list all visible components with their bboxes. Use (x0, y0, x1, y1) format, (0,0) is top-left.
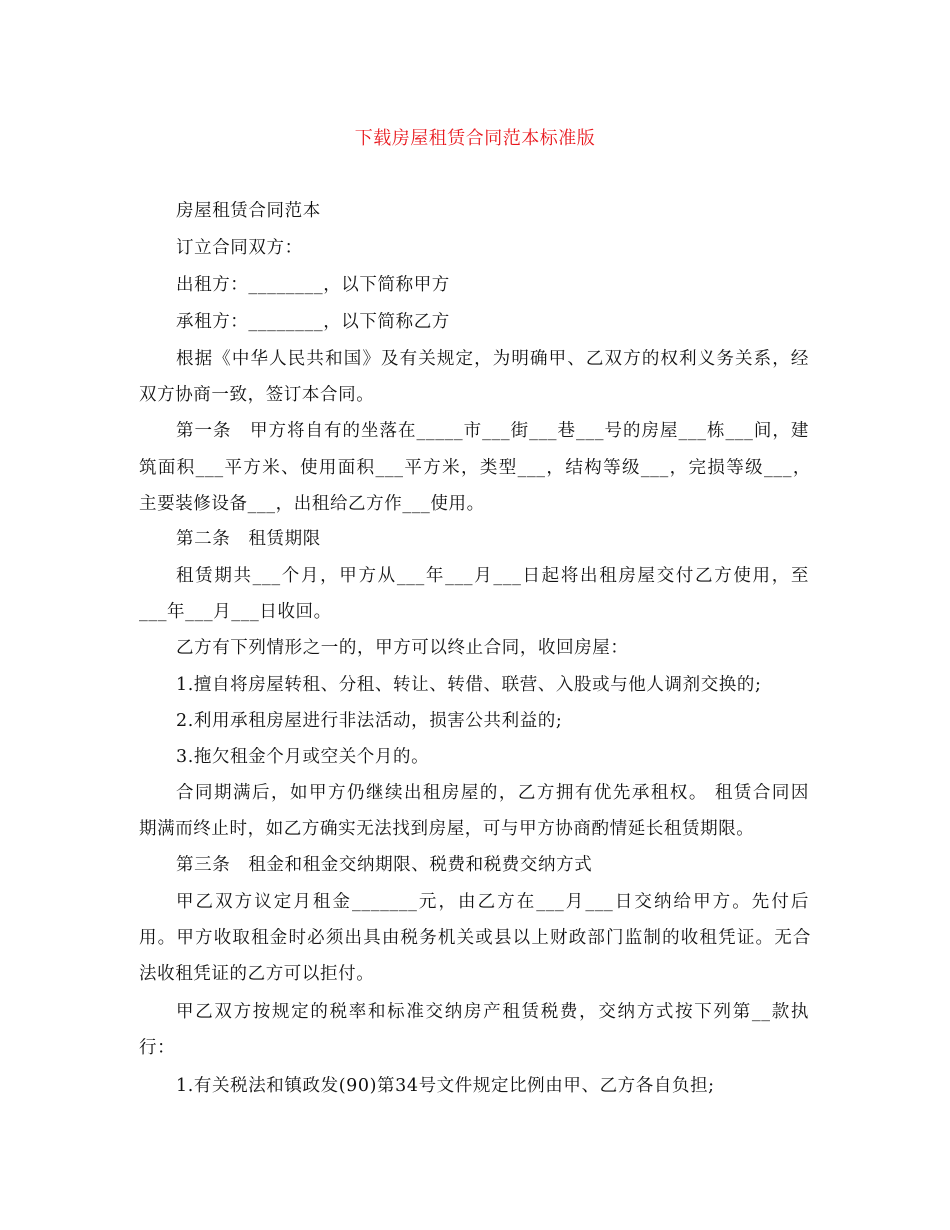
termination-item-1: 1.擅自将房屋转租、分租、转让、转借、联营、入股或与他人调剂交换的; (176, 675, 762, 695)
lessee-line: 承租方：________，以下简称乙方 (176, 312, 450, 332)
article-3-line-2: 用。甲方收取租金时必须出具由税务机关或县以上财政部门监制的收租凭证。无合 (139, 928, 811, 948)
article-2-heading: 第二条 租赁期限 (176, 529, 321, 549)
preamble-line-2: 双方协商一致，签订本合同。 (139, 385, 375, 405)
article-1-line-2: 筑面积___平方米、使用面积___平方米，类型___，结构等级___，完损等级___， (139, 458, 811, 478)
termination-intro: 乙方有下列情形之一的，甲方可以终止合同，收回房屋： (176, 638, 629, 658)
article-3-line-3: 法收租凭证的乙方可以拒付。 (139, 964, 375, 984)
termination-item-3: 3.拖欠租金个月或空关个月的。 (176, 747, 430, 767)
article-2-line-2: ___年___月___日收回。 (139, 602, 332, 622)
article-3-heading: 第三条 租金和租金交纳期限、税费和税费交纳方式 (176, 855, 593, 875)
contract-heading: 房屋租赁合同范本 (176, 201, 321, 221)
article-1-line-3: 主要装修设备___，出租给乙方作___使用。 (139, 494, 485, 514)
document-title: 下载房屋租赁合同范本标准版 (354, 128, 596, 149)
parties-intro: 订立合同双方： (176, 238, 303, 258)
tax-item-1: 1.有关税法和镇政发(90)第34号文件规定比例由甲、乙方各自负担; (176, 1076, 715, 1096)
article-1-line-1: 第一条 甲方将自有的坐落在_____市___街___巷___号的房屋___栋___间，建 (176, 421, 809, 441)
renewal-line-2: 期满而终止时，如乙方确实无法找到房屋，可与甲方协商酌情延长租赁期限。 (139, 819, 755, 839)
article-2-line-1: 租赁期共___个月，甲方从___年___月___日起将出租房屋交付乙方使用，至 (176, 566, 809, 586)
lessor-line: 出租方：________，以下简称甲方 (176, 275, 450, 295)
renewal-line-1: 合同期满后，如甲方仍继续出租房屋的，乙方拥有优先承租权。 租赁合同因 (176, 783, 809, 803)
termination-item-2: 2.利用承租房屋进行非法活动，损害公共利益的; (176, 711, 563, 731)
tax-line-2: 行： (139, 1038, 176, 1058)
article-3-line-1: 甲乙双方议定月租金_______元，由乙方在___月___日交纳给甲方。先付后 (176, 892, 809, 912)
preamble-line-1: 根据《中华人民共和国》及有关规定，为明确甲、乙双方的权利义务关系，经 (176, 349, 809, 369)
tax-line-1: 甲乙双方按规定的税率和标准交纳房产租赁税费，交纳方式按下列第__款执 (176, 1002, 809, 1022)
